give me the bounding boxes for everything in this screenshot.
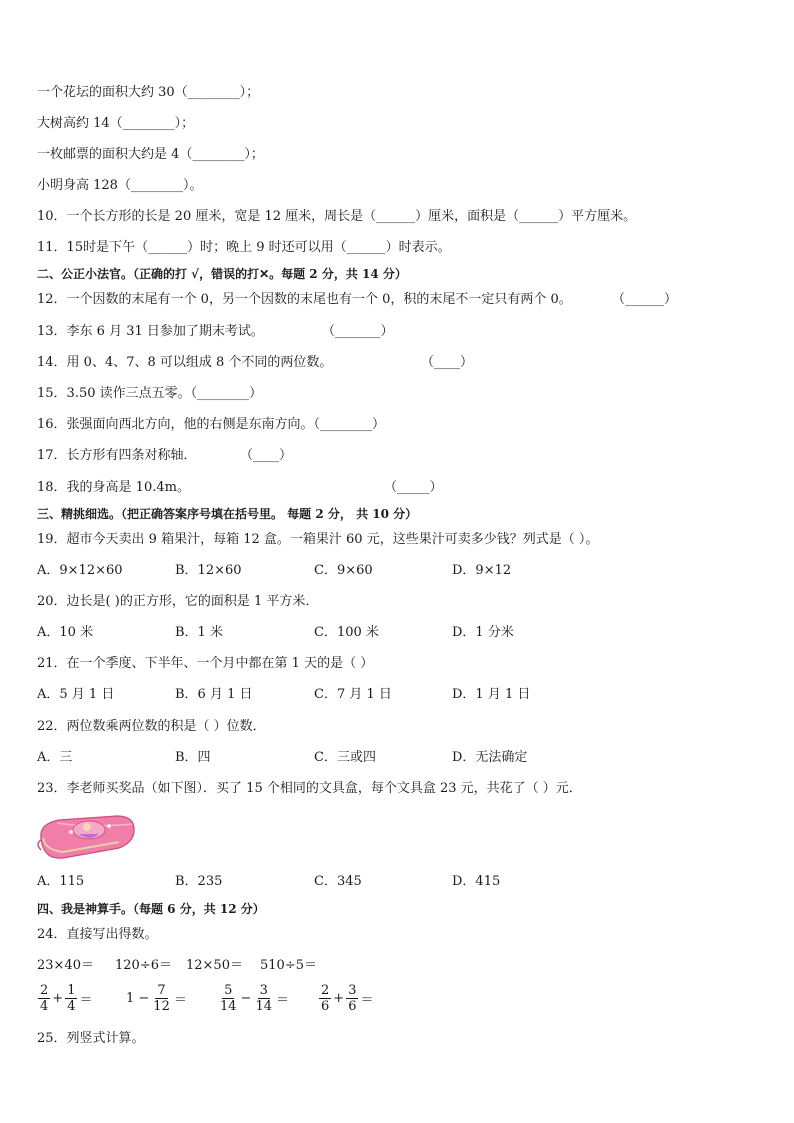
section-3-heading: 三、精挑细选。（把正确答案序号填在括号里。 每题 2 分， 共 10 分） bbox=[37, 507, 418, 521]
question-21: 21．在一个季度、下半年、一个月中都在第 1 天的是（ ） bbox=[37, 656, 374, 671]
q23-option-b: B．235 bbox=[175, 874, 223, 889]
q19-option-c: C．9×60 bbox=[314, 563, 373, 578]
calc-item-1: 23×40＝ bbox=[37, 958, 94, 973]
q22-option-c: C．三或四 bbox=[314, 750, 376, 765]
q22-option-d: D．无法确定 bbox=[452, 750, 528, 765]
fraction-problem-2: 1 − $\frac{7}{12}$ ＝ bbox=[126, 983, 187, 1014]
pencil-case-image bbox=[37, 808, 137, 868]
question-25: 25．列竖式计算。 bbox=[37, 1031, 145, 1046]
section-2-heading: 二、公正小法官。（正确的打 √，错误的打✕。每题 2 分，共 14 分） bbox=[37, 267, 407, 281]
fraction-problem-4: 2 6 + $\frac{3}{6}$ ＝ bbox=[321, 983, 374, 1014]
question-16: 16．张强面向西北方向，他的右侧是东南方向。（________） bbox=[37, 417, 386, 432]
q21-option-c: C．7 月 1 日 bbox=[314, 687, 392, 702]
q19-option-d: D．9×12 bbox=[452, 563, 512, 578]
q21-option-d: D．1 月 1 日 bbox=[452, 687, 531, 702]
section-4-heading: 四、我是神算手。（每题 6 分，共 12 分） bbox=[37, 902, 265, 916]
question-19: 19．超市今天卖出 9 箱果汁，每箱 12 盒。一箱果汁 60 元，这些果汁可卖多少钱？列式是（ ）。 bbox=[37, 532, 599, 547]
q19-option-b: B．12×60 bbox=[175, 563, 242, 578]
question-17: 17．长方形有四条对称轴． bbox=[37, 448, 197, 463]
q20-option-c: C．100 米 bbox=[314, 625, 379, 640]
question-14: 14．用 0、4、7、8 可以组成 8 个不同的两位数。 bbox=[37, 355, 333, 370]
question-12: 12．一个因数的末尾有一个 0，另一个因数的末尾也有一个 0，积的末尾不一定只有两个 0。 bbox=[37, 292, 572, 307]
question-11: 11．15时是下午（______）时；晚上 9 时还可以用（______）时表示。 bbox=[37, 240, 451, 255]
q20-option-d: D．1 分米 bbox=[452, 625, 514, 640]
question-18-blank: （_____） bbox=[384, 480, 443, 495]
question-13-blank: （_______） bbox=[322, 324, 394, 339]
q23-option-d: D．415 bbox=[452, 874, 501, 889]
q9-line-4: 小明身高 128（________）。 bbox=[37, 178, 203, 193]
calc-item-3: 12×50＝ bbox=[186, 958, 243, 973]
q22-option-a: A．三 bbox=[37, 750, 73, 765]
question-17-blank: （____） bbox=[240, 448, 293, 463]
question-22: 22．两位数乘两位数的积是（ ）位数． bbox=[37, 719, 266, 734]
question-10: 10．一个长方形的长是 20 厘米，宽是 12 厘米，周长是（______）厘米，面积是（______）平方厘米。 bbox=[37, 209, 637, 224]
q19-option-a: A．9×12×60 bbox=[37, 563, 123, 578]
question-23: 23．李老师买奖品（如下图）．买了 15 个相同的文具盒，每个文具盒 23 元，共花了（ ）元． bbox=[37, 781, 582, 796]
question-20: 20．边长是( )的正方形，它的面积是 1 平方米． bbox=[37, 594, 319, 609]
q22-option-b: B．四 bbox=[175, 750, 211, 765]
question-13: 13．李东 6 月 31 日参加了期末考试。 bbox=[37, 324, 264, 339]
q21-option-a: A．5 月 1 日 bbox=[37, 687, 115, 702]
q9-line-3: 一枚邮票的面积大约是 4（________）； bbox=[37, 147, 264, 162]
question-12-blank: （______） bbox=[612, 292, 678, 307]
q9-line-2: 大树高约 14（________）； bbox=[37, 116, 195, 131]
q9-line-1: 一个花坛的面积大约 30（________）； bbox=[37, 85, 260, 100]
q21-option-b: B．6 月 1 日 bbox=[175, 687, 253, 702]
calc-item-4: 510÷5＝ bbox=[260, 958, 317, 973]
question-14-blank: （____） bbox=[421, 355, 474, 370]
q20-option-b: B．1 米 bbox=[175, 625, 223, 640]
q20-option-a: A．10 米 bbox=[37, 625, 94, 640]
calc-item-2: 120÷6＝ bbox=[115, 958, 172, 973]
question-18: 18．我的身高是 10.4m。 bbox=[37, 480, 190, 495]
fraction-problem-1: 2 4 + $\frac{1}{4}$ ＝ bbox=[40, 983, 93, 1014]
q23-option-c: C．345 bbox=[314, 874, 362, 889]
fraction-problem-3: 5 14 − $\frac{3}{14}$ ＝ bbox=[220, 983, 290, 1014]
question-24: 24．直接写出得数。 bbox=[37, 927, 158, 942]
q23-option-a: A．115 bbox=[37, 874, 85, 889]
question-15: 15．3.50 读作三点五零。（________） bbox=[37, 386, 263, 401]
